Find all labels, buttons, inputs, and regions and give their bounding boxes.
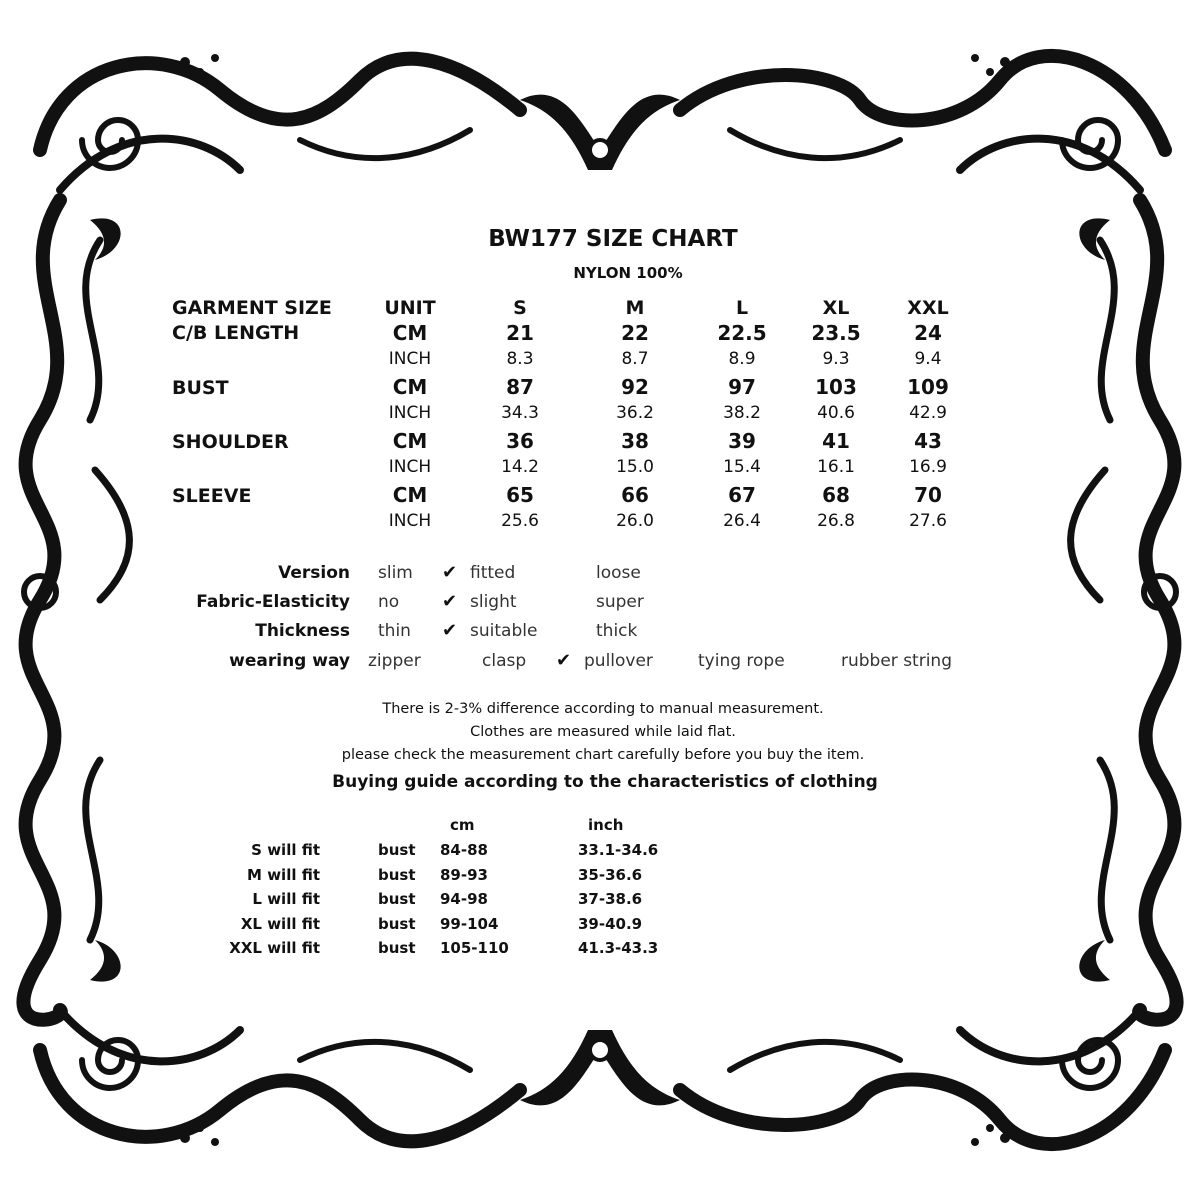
guide-cm-range: 94-98	[440, 890, 488, 908]
header-size-s: S	[513, 297, 527, 319]
attribute-option: thick	[596, 621, 638, 641]
note-laid-flat: Clothes are measured while laid flat.	[470, 724, 736, 740]
attribute-option: pullover	[584, 651, 653, 671]
attribute-label: wearing way	[229, 651, 350, 671]
attribute-option: zipper	[368, 651, 421, 671]
attribute-option: tying rope	[698, 651, 785, 671]
unit-cm: CM	[392, 483, 428, 507]
cell-inch: 25.6	[501, 511, 539, 531]
attribute-label: Version	[278, 563, 350, 583]
cell-inch: 8.3	[506, 349, 534, 369]
cell-inch: 14.2	[501, 457, 539, 477]
cell-cm: 39	[728, 429, 756, 453]
guide-inch-range: 33.1-34.6	[578, 841, 659, 859]
cell-inch: 16.1	[817, 457, 855, 477]
cell-inch: 27.6	[909, 511, 947, 531]
attribute-option: clasp	[482, 651, 527, 671]
unit-inch: INCH	[388, 403, 432, 423]
attribute-option: no	[378, 592, 400, 612]
guide-size-label: M will fit	[247, 866, 320, 884]
guide-cm-range: 105-110	[440, 939, 509, 957]
cell-inch: 15.4	[723, 457, 761, 477]
row-label: SLEEVE	[172, 485, 252, 507]
attribute-option: slight	[470, 592, 517, 612]
guide-size-label: XL will fit	[240, 915, 320, 933]
cell-cm: 21	[506, 321, 534, 345]
cell-cm: 66	[621, 483, 649, 507]
cell-inch: 9.3	[822, 349, 850, 369]
guide-header-inch: inch	[588, 816, 624, 834]
header-size-xxl: XXL	[907, 297, 949, 319]
cell-cm: 23.5	[811, 321, 861, 345]
row-label: BUST	[172, 377, 229, 399]
cell-inch: 8.7	[621, 349, 649, 369]
cell-inch: 40.6	[817, 403, 855, 423]
guide-part: bust	[378, 890, 416, 908]
cell-inch: 8.9	[728, 349, 756, 369]
unit-cm: CM	[392, 429, 428, 453]
cell-cm: 41	[822, 429, 850, 453]
cell-inch: 42.9	[909, 403, 947, 423]
note-difference: There is 2-3% difference according to manual measurement.	[382, 701, 824, 717]
cell-cm: 38	[621, 429, 649, 453]
checkmark-icon: ✔	[442, 620, 458, 641]
cell-cm: 24	[914, 321, 942, 345]
guide-inch-range: 41.3-43.3	[578, 939, 659, 957]
row-label: SHOULDER	[172, 431, 289, 453]
header-size-xl: XL	[822, 297, 850, 319]
attribute-option: fitted	[470, 563, 516, 583]
attribute-label: Fabric-Elasticity	[196, 592, 350, 612]
attribute-option: loose	[596, 563, 641, 583]
checkmark-icon: ✔	[442, 591, 458, 612]
guide-part: bust	[378, 841, 416, 859]
guide-header-cm: cm	[450, 816, 475, 834]
cell-inch: 15.0	[616, 457, 654, 477]
guide-size-label: S will fit	[251, 841, 320, 859]
guide-part: bust	[378, 915, 416, 933]
attribute-label: Thickness	[255, 621, 350, 641]
unit-cm: CM	[392, 375, 428, 399]
cell-cm: 36	[506, 429, 534, 453]
cell-cm: 70	[914, 483, 942, 507]
attribute-option: thin	[378, 621, 411, 641]
cell-cm: 103	[815, 375, 857, 399]
guide-cm-range: 89-93	[440, 866, 488, 884]
cell-cm: 22.5	[717, 321, 767, 345]
cell-inch: 9.4	[914, 349, 942, 369]
guide-inch-range: 35-36.6	[578, 866, 643, 884]
cell-inch: 26.4	[723, 511, 761, 531]
cell-cm: 22	[621, 321, 649, 345]
cell-inch: 16.9	[909, 457, 947, 477]
attribute-option: suitable	[470, 621, 538, 641]
cell-inch: 26.8	[817, 511, 855, 531]
header-garment-size: GARMENT SIZE	[172, 297, 332, 319]
cell-cm: 65	[506, 483, 534, 507]
cell-cm: 43	[914, 429, 942, 453]
cell-cm: 92	[621, 375, 649, 399]
attribute-option: slim	[378, 563, 413, 583]
attribute-option: rubber string	[841, 651, 952, 671]
guide-part: bust	[378, 866, 416, 884]
unit-cm: CM	[392, 321, 428, 345]
cell-inch: 26.0	[616, 511, 654, 531]
guide-inch-range: 39-40.9	[578, 915, 643, 933]
material-label: NYLON 100%	[573, 264, 683, 282]
row-label: C/B LENGTH	[172, 322, 300, 344]
guide-size-label: L will fit	[252, 890, 320, 908]
cell-inch: 34.3	[501, 403, 539, 423]
cell-inch: 36.2	[616, 403, 654, 423]
cell-cm: 87	[506, 375, 534, 399]
guide-part: bust	[378, 939, 416, 957]
guide-cm-range: 84-88	[440, 841, 488, 859]
cell-cm: 109	[907, 375, 949, 399]
checkmark-icon: ✔	[442, 562, 458, 583]
guide-size-label: XXL will fit	[229, 939, 320, 957]
header-size-l: L	[735, 297, 749, 319]
header-unit: UNIT	[384, 297, 436, 319]
unit-inch: INCH	[388, 457, 432, 477]
cell-cm: 67	[728, 483, 756, 507]
unit-inch: INCH	[388, 511, 432, 531]
header-size-m: M	[625, 297, 645, 319]
note-check-chart: please check the measurement chart carefully before you buy the item.	[341, 747, 865, 763]
attribute-option: super	[596, 592, 644, 612]
buying-guide-title: Buying guide according to the characteristics of clothing	[332, 772, 878, 792]
checkmark-icon: ✔	[556, 650, 572, 671]
cell-inch: 38.2	[723, 403, 761, 423]
chart-title: BW177 SIZE CHART	[488, 226, 738, 252]
cell-cm: 68	[822, 483, 850, 507]
unit-inch: INCH	[388, 349, 432, 369]
guide-inch-range: 37-38.6	[578, 890, 643, 908]
guide-cm-range: 99-104	[440, 915, 499, 933]
cell-cm: 97	[728, 375, 756, 399]
